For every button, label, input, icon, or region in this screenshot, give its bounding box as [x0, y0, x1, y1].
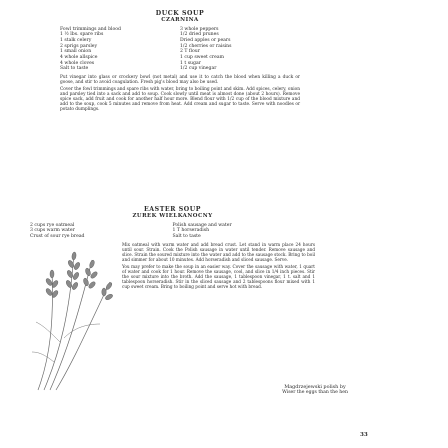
- wheat-sheaf-icon: [30, 242, 118, 392]
- ingredient-column-left: [60, 27, 180, 73]
- ingredient: 2 sprigs parsley: [60, 43, 98, 49]
- ingredient: Dried apples or pears: [180, 37, 231, 43]
- ingredient: 1 small onion: [60, 49, 92, 55]
- ingredient: 1 stalk celery: [60, 37, 92, 43]
- duck-soup-recipe: [60, 10, 300, 114]
- ingredient: 1 cup sweet cream: [180, 55, 224, 61]
- ingredient: Salt to taste: [172, 233, 201, 239]
- ingredient: 1 t sugar: [180, 60, 201, 66]
- recipe-title: EASTER SOUP: [143, 206, 202, 213]
- ingredient: Crust of sour rye bread: [30, 233, 85, 239]
- ingredient: 3 cups warm water: [30, 228, 75, 234]
- method-paragraph: Cover the fowl trimmings and spare ribs with water, bring to boiling point and skim. Add spices, celery, onion and parsley tied into a sack and add to soup. Cook slowly until meat is almost done (about 2 hours). Remove spice sack, add fruit and cook for another half hour more. Blend flour with 1/2 cup of the blood mixture and add to the soup, cook 5 minutes and remove from heat. Add cream and sugar to taste. Serve with noodles or potato dumplings.: [60, 87, 300, 113]
- ingredient: 1/2 cherries or raisins: [180, 43, 232, 49]
- proverb-polish: Magdrzejewski polish by: [284, 384, 346, 390]
- proverb-english: Wiser the eggs than the hen: [282, 390, 348, 395]
- recipe-method: [118, 242, 315, 392]
- recipe-method: [60, 75, 300, 112]
- ingredient: Fowl trimmings and blood: [60, 26, 121, 32]
- ingredient-column-left: [30, 223, 173, 240]
- ingredient-list: [30, 223, 315, 240]
- recipe-subtitle: ZUREK WIELKANOCNY: [132, 213, 213, 219]
- ingredient: 3 whole peppers: [180, 26, 219, 32]
- ingredient: 2 cups rye oatmeal: [30, 222, 75, 228]
- ingredient: Salt to taste: [60, 66, 89, 72]
- ingredient-column-right: [180, 27, 300, 73]
- proverb-footer: [250, 384, 380, 396]
- page-number: 33: [360, 432, 368, 438]
- ingredient: 1/2 dried prunes: [180, 32, 219, 38]
- recipe-subtitle: CZARNINA: [161, 17, 199, 23]
- easter-soup-recipe: [30, 206, 315, 392]
- ingredient: Polish sausage and water: [172, 222, 232, 228]
- ingredient-column-right: [173, 223, 316, 240]
- ingredient: 1 T horseradish: [172, 228, 210, 234]
- method-paragraph: Mix oatmeal with warm water and add bread crust. Let stand in warm place 24 hours until sour. Strain. Cook the Polish sausage in water until tender. Remove sausage and slice. Strain the soured mixture into the water and add to the sausage stock. Bring to boil and simmer for about 10 minutes. Add horseradish and sliced sausage. Serve.: [122, 242, 315, 263]
- wheat-illustration: [30, 242, 118, 392]
- recipe-title: DUCK SOUP: [155, 10, 205, 17]
- ingredient: 4 whole allspice: [60, 55, 98, 61]
- ingredient: 2 T flour: [180, 49, 200, 55]
- ingredient-list: [60, 27, 300, 73]
- ingredient: 1 ½ lbs. spare ribs: [60, 32, 104, 38]
- ingredient: 1/2 cup vinegar: [180, 66, 217, 72]
- method-paragraph: You may prefer to make the soup in an easier way. Cover the sausage with water, 1 quart of water and cook for 1 hour. Remove the sausage, cool, and slice in 1/4 inch pieces. Stir the sour mixture into the broth. Add the sausage, 1 tablespoon vinegar, 1 t. salt and 1 tablespoon horseradish. Stir in the sliced sausage and 2 tablespoons flour mixed with 1 cup sweet cream. Bring to boiling point and serve hot with bread.: [122, 264, 315, 290]
- method-paragraph: Put vinegar into glass or crockery bowl (not metal) and use it to catch the blood when killing a duck or goose, and stir to avoid coagulation. Fresh pig's blood may also be used.: [60, 75, 300, 86]
- ingredient: 4 whole cloves: [60, 60, 95, 66]
